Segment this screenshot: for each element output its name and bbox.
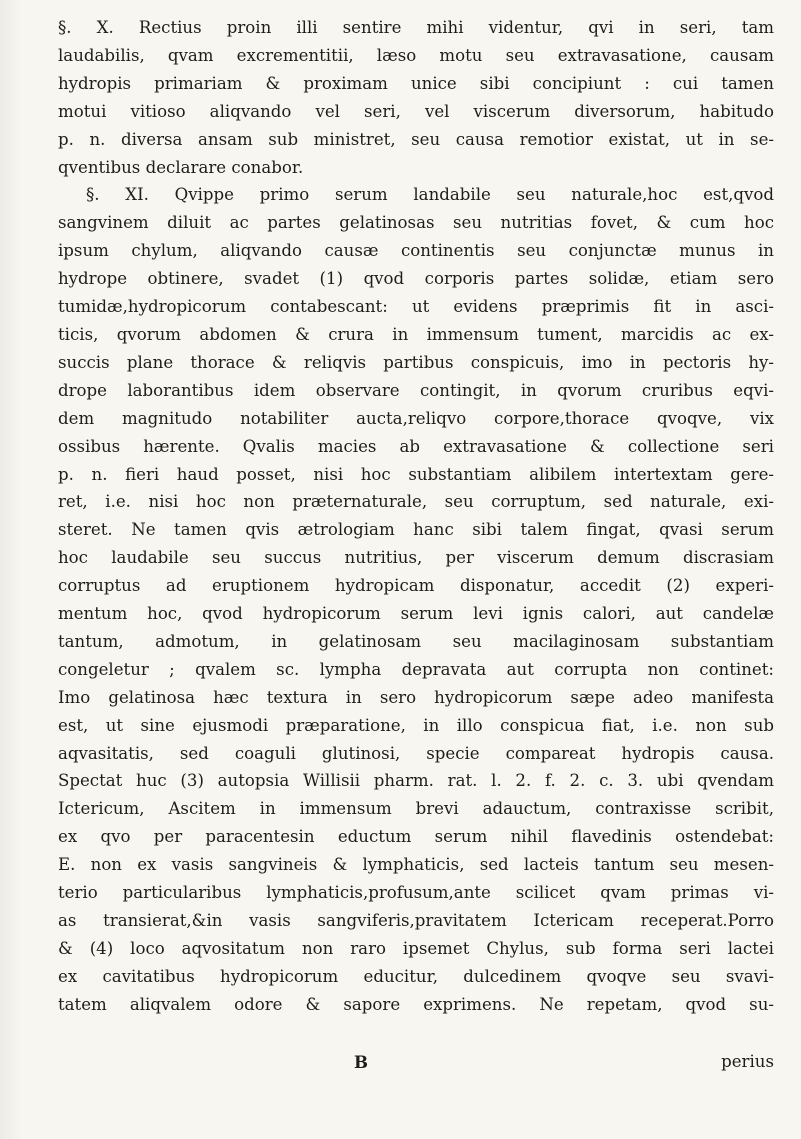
text-line: hydrope obtinere, svadet (1) qvod corporis partes solidæ, etiam sero — [58, 269, 774, 289]
signature-mark: B — [354, 1052, 369, 1072]
catchword: perius — [721, 1052, 774, 1071]
text-line: tantum, admotum, in gelatinosam seu macilaginosam substantiam — [58, 631, 774, 651]
text-line: ossibus hærente. Qvalis macies ab extravasatione & collectione seri — [58, 436, 774, 456]
text-line: est, ut sine ejusmodi præparatione, in illo conspicua fiat, i.e. non sub — [58, 715, 774, 735]
text-line: dem magnitudo notabiliter aucta,reliqvo corpore,thorace qvoqve, vix — [58, 408, 774, 428]
text-line: p. n. diversa ansam sub ministret, seu causa remotior existat, ut in se- — [58, 129, 774, 149]
text-line: sangvinem diluit ac partes gelatinosas seu nutritias fovet, & cum hoc — [58, 213, 774, 233]
text-line: drope laborantibus idem observare contingit, in qvorum cruribus eqvi- — [58, 380, 774, 400]
text-line: as transierat,&in vasis sangviferis,pravitatem Ictericam receperat.Porro — [58, 911, 774, 930]
text-line: Ictericum, Ascitem in immensum brevi adauctum, contraxisse scribit, — [58, 799, 774, 819]
text-line: hydropis primariam & proximam unice sibi concipiunt : cui tamen — [58, 73, 774, 93]
text-line: Imo gelatinosa hæc textura in sero hydropicorum sæpe adeo manifesta — [58, 687, 774, 707]
text-line: & (4) loco aqvositatum non raro ipsemet Chylus, sub forma seri lactei — [58, 938, 774, 958]
text-line: aqvasitatis, sed coaguli glutinosi, specie compareat hydropis causa. — [58, 743, 774, 763]
section-heading-line: §. XI. Qvippe primo serum landabile seu naturale,hoc est,qvod — [86, 185, 774, 205]
text-line: hoc laudabile seu succus nutritius, per viscerum demum discrasiam — [58, 548, 774, 568]
text-line: motui vitioso aliqvando vel seri, vel viscerum diversorum, habitudo — [58, 101, 774, 121]
text-line: succis plane thorace & reliqvis partibus conspicuis, imo in pectoris hy- — [58, 352, 774, 372]
text-line: terio particularibus lymphaticis,profusum,ante scilicet qvam primas vi- — [58, 883, 774, 903]
text-line: §. X. Rectius proin illi sentire mihi videntur, qvi in seri, tam — [58, 18, 774, 37]
text-line: Spectat huc (3) autopsia Willisii pharm. rat. l. 2. f. 2. c. 3. ubi qvendam — [58, 771, 774, 791]
text-line: corruptus ad eruptionem hydropicam disponatur, accedit (2) experi- — [58, 576, 774, 596]
text-line: mentum hoc, qvod hydropicorum serum levi ignis calori, aut candelæ — [58, 604, 774, 624]
text-line: tatem aliqvalem odore & sapore exprimens. Ne repetam, qvod su- — [58, 994, 774, 1014]
body-text — [58, 14, 774, 1019]
text-line: ex cavitatibus hydropicorum educitur, dulcedinem qvoqve seu svavi- — [58, 966, 774, 986]
text-line: steret. Ne tamen qvis ætrologiam hanc sibi talem fingat, qvasi serum — [58, 520, 774, 540]
text-line: ticis, qvorum abdomen & crura in immensum tument, marcidis ac ex- — [58, 324, 774, 344]
text-line: ret, i.e. nisi hoc non præternaturale, seu corruptum, sed naturale, exi- — [58, 492, 774, 512]
text-line: ex qvo per paracentesin eductum serum nihil flavedinis ostendebat: — [58, 827, 774, 847]
text-line: E. non ex vasis sangvineis & lymphaticis, sed lacteis tantum seu mesen- — [58, 855, 774, 875]
text-line: tumidæ,hydropicorum contabescant: ut evidens præprimis fit in asci- — [58, 297, 774, 317]
text-line: p. n. fieri haud posset, nisi hoc substantiam alibilem intertextam gere- — [58, 464, 774, 484]
text-line: laudabilis, qvam excrementitii, læso motu seu extravasatione, causam — [58, 45, 774, 65]
page-gutter-shadow — [0, 0, 22, 1139]
text-line: ipsum chylum, aliqvando causæ continentis seu conjunctæ munus in — [58, 241, 774, 261]
text-line: qventibus declarare conabor. — [58, 157, 304, 177]
page-footer — [58, 1052, 774, 1080]
text-line: congeletur ; qvalem sc. lympha depravata aut corrupta non continet: — [58, 659, 774, 679]
